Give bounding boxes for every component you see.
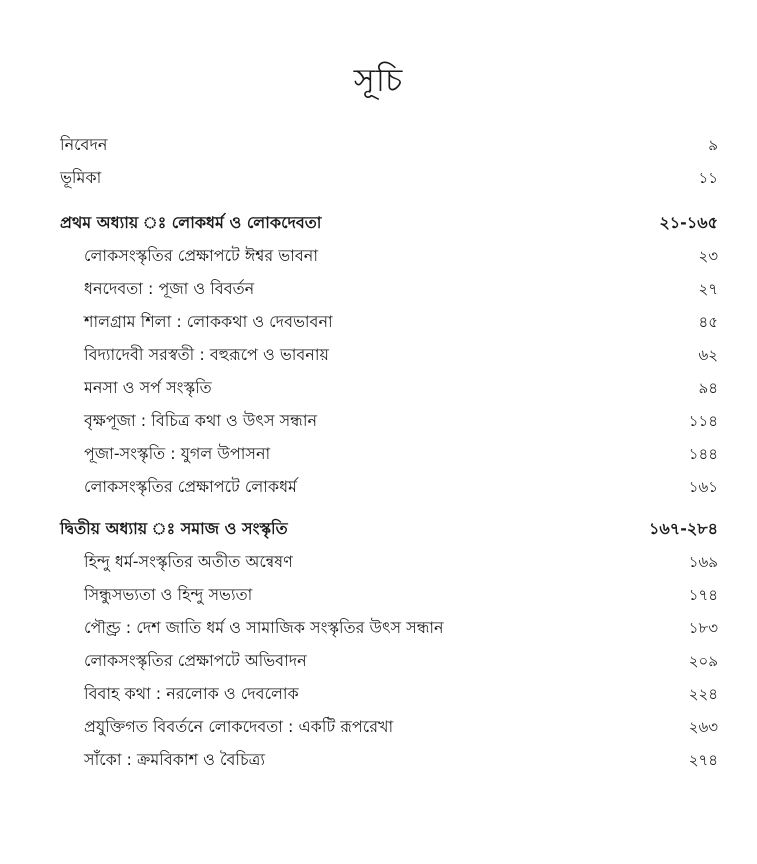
chapter-page-range: ২১-১৬৫ [659, 213, 718, 232]
toc-section [60, 578, 718, 611]
toc-section [60, 743, 718, 776]
section-title: শালগ্রাম শিলা : লোককথা ও দেবভাবনা [84, 312, 333, 331]
section-title: বৃক্ষপূজা : বিচিত্র কথা ও উৎস সন্ধান [84, 411, 318, 430]
section-page-number: ১৭৪ [688, 586, 718, 604]
section-title: পৌণ্ড্র : দেশ জাতি ধর্ম ও সামাজিক সংস্কৃতির উৎস সন্ধান [84, 618, 444, 637]
section-page-number: ২২৪ [688, 685, 718, 703]
toc-section [60, 305, 718, 338]
toc-section [60, 437, 718, 470]
toc-chapter-2 [60, 512, 718, 545]
section-title: লোকসংস্কৃতির প্রেক্ষাপটে ঈশ্বর ভাবনা [84, 246, 318, 265]
section-page-number: ৪৫ [698, 313, 718, 331]
section-title: ধনদেবতা : পূজা ও বিবর্তন [84, 279, 255, 298]
section-page-number: ১৪৪ [688, 445, 718, 463]
section-title: লোকসংস্কৃতির প্রেক্ষাপটে অভিবাদন [84, 651, 307, 670]
toc-section [60, 710, 718, 743]
toc-section [60, 677, 718, 710]
section-page-number: ৯৪ [698, 379, 718, 397]
section-page-number: ১১৪ [688, 412, 718, 430]
entry-label: ভূমিকা [60, 168, 102, 187]
section-page-number: ২৬৩ [688, 718, 718, 736]
entry-page-number: ৯ [708, 136, 718, 154]
entry-label: নিবেদন [60, 135, 108, 154]
chapter-title: প্রথম অধ্যায় ঃ লোকধর্ম ও লোকদেবতা [60, 213, 322, 232]
section-title: বিদ্যাদেবী সরস্বতী : বহুরূপে ও ভাবনায় [84, 345, 329, 364]
toc-section [60, 644, 718, 677]
section-page-number: ১৬১ [688, 478, 718, 496]
section-page-number: ২৩ [698, 247, 718, 265]
section-title: হিন্দু ধর্ম-সংস্কৃতির অতীত অন্বেষণ [84, 552, 293, 571]
table-of-contents [60, 128, 718, 776]
toc-section [60, 239, 718, 272]
section-page-number: ২০৯ [688, 652, 718, 670]
chapter-page-range: ১৬৭-২৮৪ [649, 519, 718, 538]
toc-section [60, 371, 718, 404]
chapter-title: দ্বিতীয় অধ্যায় ঃ সমাজ ও সংস্কৃতি [60, 519, 288, 538]
toc-entry-preface [60, 128, 718, 161]
section-title: পূজা-সংস্কৃতি : যুগল উপাসনা [84, 444, 271, 463]
section-title: সাঁকো : ক্রমবিকাশ ও বৈচিত্র্য [84, 750, 266, 769]
section-page-number: ১৮৩ [688, 619, 718, 637]
section-title: লোকসংস্কৃতির প্রেক্ষাপটে লোকধর্ম [84, 477, 297, 496]
section-title: সিন্ধুসভ্যতা ও হিন্দু সভ্যতা [84, 585, 253, 604]
spacer [60, 503, 718, 512]
section-page-number: ৬২ [698, 346, 718, 364]
toc-entry-introduction [60, 161, 718, 194]
toc-section [60, 338, 718, 371]
section-title: প্রযুক্তিগত বিবর্তনে লোকদেবতা : একটি রূপরেখা [84, 717, 394, 736]
page-title: সূচি [353, 61, 404, 99]
section-title: মনসা ও সর্প সংস্কৃতি [84, 378, 212, 397]
section-page-number: ১৬৯ [688, 553, 718, 571]
toc-section [60, 545, 718, 578]
section-page-number: ২৭৪ [688, 751, 718, 769]
spacer [60, 194, 718, 206]
toc-section [60, 272, 718, 305]
toc-section [60, 404, 718, 437]
section-title: বিবাহ কথা : নরলোক ও দেবলোক [84, 684, 299, 703]
section-page-number: ২৭ [698, 280, 718, 298]
toc-section [60, 470, 718, 503]
toc-section [60, 611, 718, 644]
toc-chapter-1 [60, 206, 718, 239]
entry-page-number: ১১ [698, 169, 718, 187]
